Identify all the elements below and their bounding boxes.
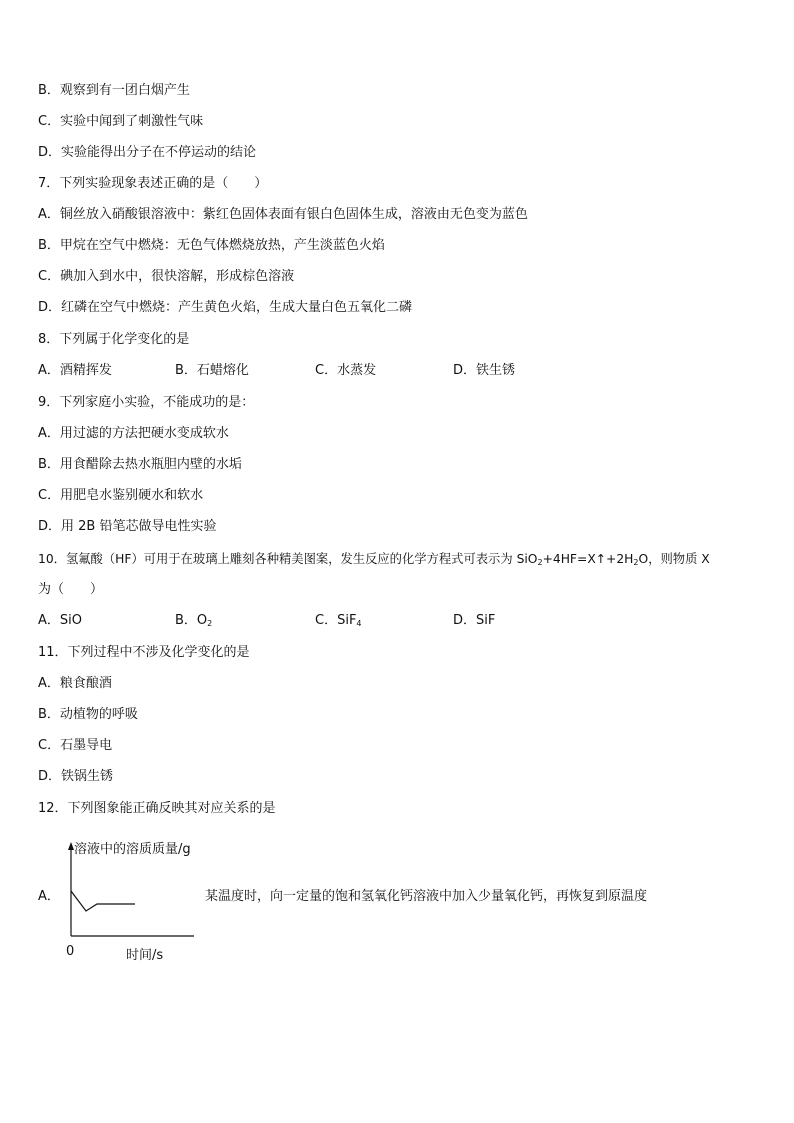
- q10-option-c: [315, 612, 362, 633]
- q8-option-d: D．铁生锈: [453, 363, 516, 378]
- graph-y-arrow: [68, 842, 74, 850]
- q7-option-b: B．甲烷在空气中燃烧：无色气体燃烧放热，产生淡蓝色火焰: [38, 238, 385, 253]
- q12-graph: [62, 838, 202, 963]
- q10-stem-mid: +4HF=X↑+2H: [542, 552, 634, 566]
- graph-curve: [71, 891, 135, 911]
- q9-option-c: C．用肥皂水鉴别硬水和软水: [38, 488, 204, 503]
- q11-option-d: D．铁锅生锈: [38, 769, 114, 784]
- q10-stem-post: O，则物质 X: [638, 552, 710, 566]
- q10-option-c-sub: 4: [356, 619, 362, 628]
- q7-stem: 7．下列实验现象表述正确的是（ ）: [38, 176, 268, 191]
- q10-option-b-sub: 2: [207, 619, 213, 628]
- q11-option-a: A．粮食酿酒: [38, 676, 112, 691]
- graph-y-axis-label: 溶液中的溶质质量/g: [74, 842, 191, 857]
- q12-stem: 12．下列图象能正确反映其对应关系的是: [38, 801, 276, 816]
- q10-stem-sub1: 2: [537, 558, 543, 567]
- q6-option-b: B．观察到有一团白烟产生: [38, 83, 190, 98]
- q8-option-a: A．酒精挥发: [38, 363, 112, 378]
- q7-option-d: D．红磷在空气中燃烧：产生黄色火焰，生成大量白色五氧化二磷: [38, 300, 413, 315]
- q12-option-a-description: 某温度时，向一定量的饱和氢氧化钙溶液中加入少量氧化钙，再恢复到原温度: [205, 889, 648, 904]
- q7-option-a: A．铜丝放入硝酸银溶液中：紫红色固体表面有银白色固体生成，溶液由无色变为蓝色: [38, 207, 528, 222]
- q10-option-b-text: B．O: [175, 613, 208, 628]
- q9-option-b: B．用食醋除去热水瓶胆内壁的水垢: [38, 457, 242, 472]
- graph-origin-label: 0: [66, 944, 75, 959]
- q8-stem: 8．下列属于化学变化的是: [38, 332, 190, 347]
- q6-option-c: C．实验中闻到了刺激性气味: [38, 114, 204, 129]
- q10-option-d: D．SiF: [453, 613, 496, 628]
- q6-option-d: D．实验能得出分子在不停运动的结论: [38, 145, 257, 160]
- q7-option-c: C．碘加入到水中，很快溶解，形成棕色溶液: [38, 269, 295, 284]
- q10-stem-pre: 10．氢氟酸（HF）可用于在玻璃上雕刻各种精美图案，发生反应的化学方程式可表示为 SiO: [38, 552, 538, 566]
- graph-x-axis-label: 时间/s: [126, 948, 164, 963]
- q10-stem: [38, 550, 710, 572]
- q12-option-a-label: A．: [38, 889, 60, 904]
- q9-option-d: D．用 2B 铅笔芯做导电性实验: [38, 519, 217, 534]
- q10-option-b: [175, 612, 212, 633]
- q8-option-b: B．石蜡熔化: [175, 363, 249, 378]
- q10-option-c-text: C．SiF: [315, 613, 357, 628]
- q8-option-c: C．水蒸发: [315, 363, 377, 378]
- q11-stem: 11．下列过程中不涉及化学变化的是: [38, 645, 250, 660]
- q10-stem-line2: 为（ ）: [38, 582, 104, 597]
- q9-option-a: A．用过滤的方法把硬水变成软水: [38, 426, 229, 441]
- q10-option-a: A．SiO: [38, 613, 82, 628]
- q11-option-b: B．动植物的呼吸: [38, 707, 138, 722]
- q11-option-c: C．石墨导电: [38, 738, 113, 753]
- q9-stem: 9．下列家庭小实验，不能成功的是：: [38, 395, 255, 410]
- q10-stem-sub2: 2: [633, 558, 639, 567]
